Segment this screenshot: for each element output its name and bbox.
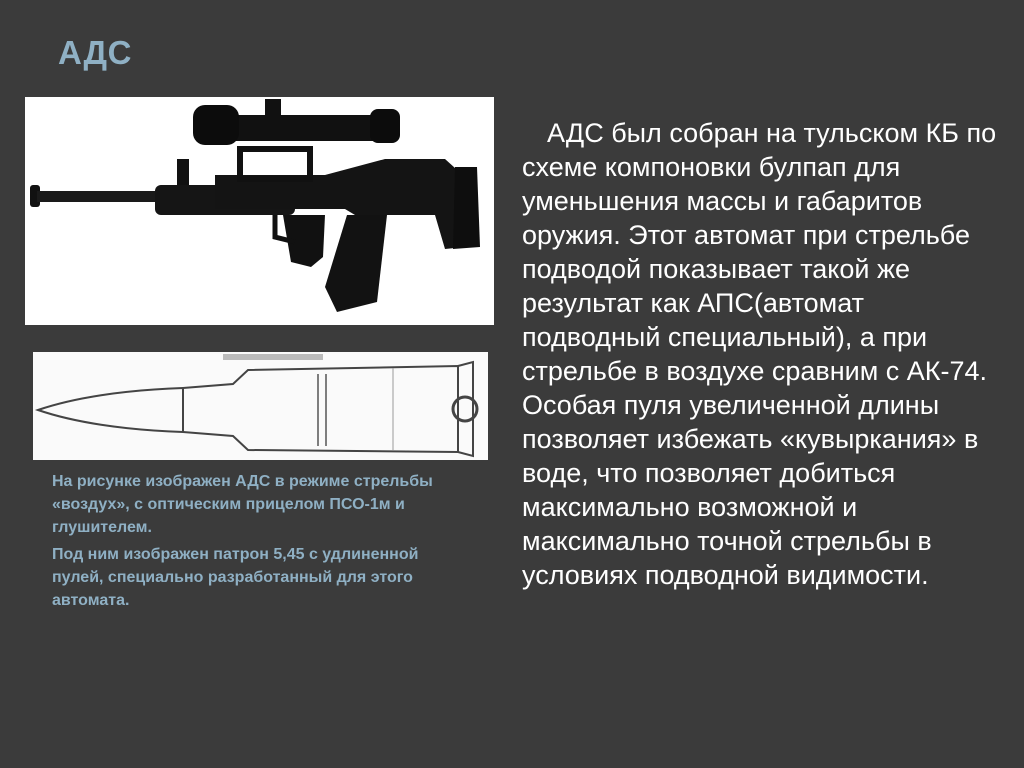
cartridge-illustration: [33, 352, 488, 460]
image-caption: [52, 470, 442, 616]
main-text-paragraph: АДС был собран на тульском КБ по схеме компоновки булпап для уменьшения массы и габаритов оружия. Этот автомат при стрельбе подводой показывает такой же результат как АПС(автомат подводный специальный), а при стрельбе в воздухе сравним с АК-74. Особая пуля увеличенной длины позволяет избежать «кувыркания» в воде, что позволяет добиться максимально возможной и максимально точной стрельбы в условиях подводной видимости.: [522, 118, 997, 590]
cartridge-image: [33, 352, 488, 460]
rifle-illustration: [25, 97, 494, 325]
caption-paragraph-1: На рисунке изображен АДС в режиме стрельбы «воздух», с оптическим прицелом ПСО-1м и глушителем.: [52, 473, 433, 536]
drawing-label-mark: [223, 354, 323, 360]
front-sight: [177, 159, 189, 187]
slide-title: АДС: [58, 34, 132, 71]
caption-paragraph-2: Под ним изображен патрон 5,45 с удлиненной пулей, специально разработанный для этого автомата.: [52, 546, 419, 609]
rifle-stock: [453, 167, 480, 249]
scope-turret: [265, 99, 281, 117]
main-text-block: [522, 116, 1002, 592]
scope-objective: [193, 105, 239, 145]
scope-eyepiece: [370, 109, 400, 143]
silencer-barrel: [37, 191, 157, 202]
rifle-image: [25, 97, 494, 325]
